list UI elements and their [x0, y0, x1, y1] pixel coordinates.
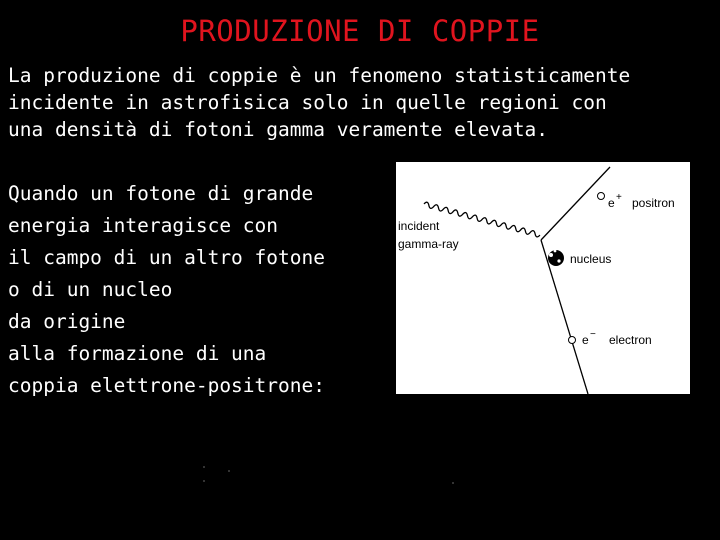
- positron-charge: +: [616, 192, 622, 203]
- gamma-ray-wave: [423, 202, 540, 238]
- positron-track: [541, 167, 610, 240]
- positron-marker-icon: [598, 193, 605, 200]
- body-line: Quando un fotone di grande: [8, 182, 314, 205]
- nucleus-label: nucleus: [570, 252, 612, 266]
- diagram-svg: [396, 162, 690, 394]
- body-paragraph: [8, 178, 378, 402]
- artifact-speck: [452, 482, 454, 484]
- body-line: energia interagisce con: [8, 214, 279, 237]
- body-line: coppia elettrone-positrone:: [8, 374, 325, 397]
- electron-symbol: e: [582, 333, 589, 347]
- electron-label: electron: [609, 333, 652, 347]
- slide-title: PRODUZIONE DI COPPIE: [180, 14, 540, 48]
- gamma-ray-label: gamma-ray: [398, 237, 459, 251]
- artifact-speck: [228, 470, 230, 472]
- nucleus-icon: [548, 250, 564, 266]
- electron-charge: −: [590, 329, 596, 340]
- intro-line: una densità di fotoni gamma veramente elevata.: [8, 118, 549, 141]
- pair-production-diagram: [396, 162, 690, 394]
- artifact-speck: [203, 480, 205, 482]
- body-line: o di un nucleo: [8, 278, 173, 301]
- positron-symbol: e: [608, 196, 615, 210]
- body-line: da origine: [8, 310, 126, 333]
- body-line: il campo di un altro fotone: [8, 246, 325, 269]
- body-line: alla formazione di una: [8, 342, 267, 365]
- incident-label: incident: [398, 219, 440, 233]
- intro-paragraph: [8, 62, 714, 143]
- artifact-speck: [203, 466, 205, 468]
- electron-marker-icon: [569, 337, 576, 344]
- intro-line: incidente in astrofisica solo in quelle regioni con: [8, 91, 607, 114]
- positron-label: positron: [632, 196, 675, 210]
- intro-line: La produzione di coppie è un fenomeno statisticamente: [8, 64, 631, 87]
